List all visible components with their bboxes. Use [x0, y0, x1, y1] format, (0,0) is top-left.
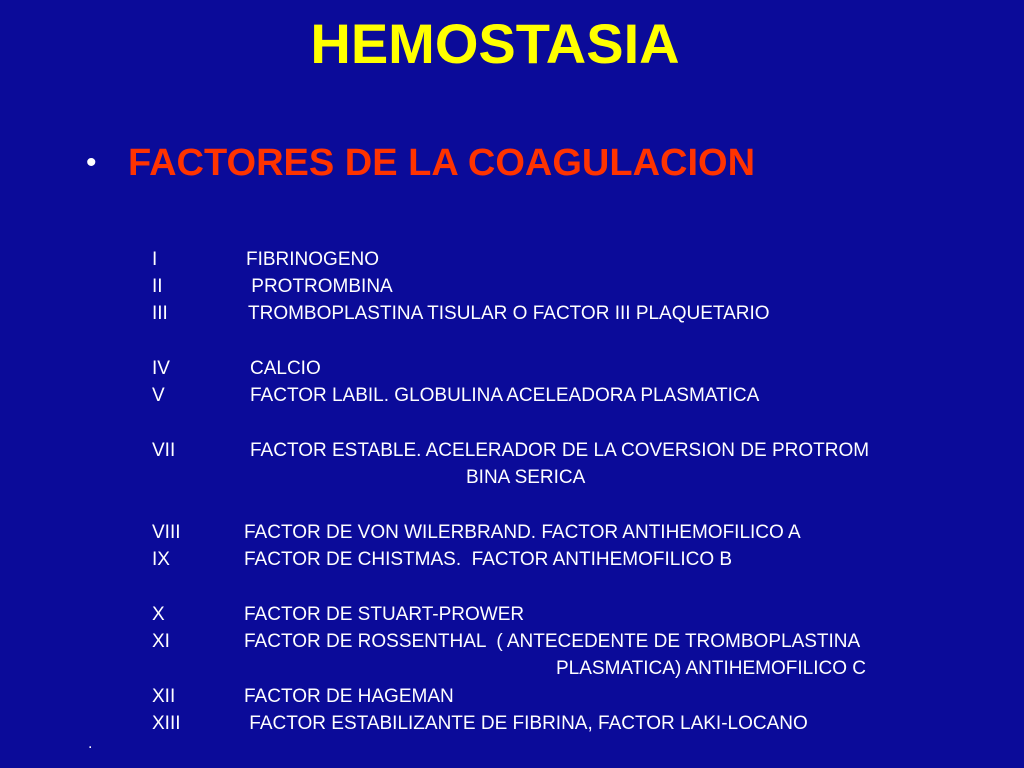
- factor-description: FACTOR DE ROSSENTHAL ( ANTECEDENTE DE TROMBOPLASTINA: [244, 631, 861, 652]
- factor-number: III: [152, 303, 168, 324]
- factor-description: FACTOR ESTABILIZANTE DE FIBRINA, FACTOR LAKI-LOCANO: [244, 713, 808, 734]
- factor-description: CALCIO: [250, 358, 321, 379]
- factor-number: VIII: [152, 522, 181, 543]
- factor-number: XII: [152, 686, 176, 707]
- factor-description: FACTOR DE CHISTMAS. FACTOR ANTIHEMOFILICO B: [244, 549, 733, 570]
- section-heading: FACTORES DE LA COAGULACION: [128, 142, 756, 184]
- factor-description: FACTOR DE STUART-PROWER: [244, 604, 525, 625]
- factor-number: I: [152, 249, 158, 270]
- factor-number: VII: [152, 440, 176, 461]
- factor-number: X: [152, 604, 165, 625]
- factor-number: IX: [152, 549, 170, 570]
- factor-description: FIBRINOGENO: [246, 249, 380, 270]
- factor-number: II: [152, 276, 163, 297]
- factor-description-continued: PLASMATICA) ANTIHEMOFILICO C: [556, 658, 867, 679]
- factor-description: FACTOR DE VON WILERBRAND. FACTOR ANTIHEMOFILICO A: [244, 522, 801, 543]
- factor-description: TROMBOPLASTINA TISULAR O FACTOR III PLAQUETARIO: [248, 303, 770, 324]
- factor-description: FACTOR DE HAGEMAN: [244, 686, 454, 707]
- bullet-heading-row: [86, 136, 755, 190]
- bullet-icon: •: [86, 146, 97, 179]
- factor-number: V: [152, 385, 165, 406]
- factor-number: IV: [152, 358, 170, 379]
- factor-number: XIII: [152, 713, 181, 734]
- footer-mark: .: [88, 735, 93, 752]
- factor-description-continued: BINA SERICA: [466, 467, 586, 488]
- slide-title: HEMOSTASIA: [310, 12, 680, 75]
- factor-description: FACTOR ESTABLE. ACELERADOR DE LA COVERSION DE PROTROM: [250, 440, 870, 461]
- factor-number: XI: [152, 631, 170, 652]
- factor-description: PROTROMBINA: [246, 276, 393, 297]
- factor-description: FACTOR LABIL. GLOBULINA ACELEADORA PLASMATICA: [250, 385, 760, 406]
